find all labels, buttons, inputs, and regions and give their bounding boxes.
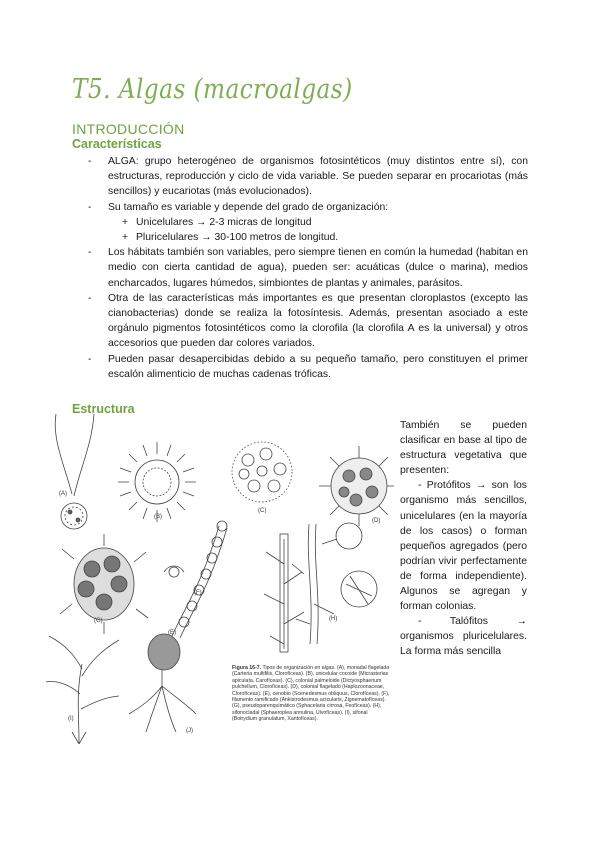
- list-item-text: Otra de las características más importantes es que presentan cloroplastos (excepto las cianobacterias) donde se realiza la fotosíntesis. Además, presentan asociado a este orgánulo pigmentos fotosintéticos como la clorofila (la clorofila A es la universal) y otros accesorios que pueden dar colores variados.: [108, 292, 528, 350]
- illustration-g: [60, 534, 148, 634]
- bullet-list: [88, 154, 528, 382]
- list-item-text: ALGA: grupo heterogéneo de organismos fotosintéticos (muy distintos entre sí), con estructuras, reproducción y ciclo de vida variable. Se pueden separar en procariotas (más sencillos) y eucariotas (más evolucionados).: [108, 156, 528, 198]
- illustration-c: [232, 442, 292, 502]
- side-paragraph: - Talófitos → organismos pluricelulares. La forma más sencilla: [400, 616, 527, 658]
- figure-label-d: (D): [372, 518, 381, 524]
- subsection-heading-estructura: Estructura: [72, 402, 135, 416]
- figure-label-g: (G): [94, 618, 103, 624]
- figure-label-h: (H): [329, 616, 338, 622]
- illustration-h: [292, 523, 377, 644]
- sub-list-item: [88, 230, 528, 245]
- side-text-column: [400, 418, 527, 660]
- bullet-plus: +: [122, 216, 129, 228]
- figure-label-b: (B): [154, 514, 162, 520]
- illustration-d: [319, 446, 394, 526]
- figure-caption-text: Tipos de organización en algas. (A), monadal flagelada (Carteria multifilis, Clorofíceas). (B), unicelular cocoide (Micrasterias apiculata, Carofíceas). (C), colonial palmeloide (Dictyosphaerium pulchellum, Clorofíceas). (D), colonial flagelado (Haplozoonaceae, Clorofíceas). (E), cenobio (Scenedesmus obliquus, Clorofíceas). (F), filamento ramificado (Ankistrodesmus acicularis, Zignematofíceas). (G), pseudoparenquimático (Sphacelaria cirrosa, Feofíceas). (H), sifonocladal (Sphaeroplea annulina, Ulvofíceas). (I), sifonal (Botrydium granulatum, Xantofíceas).: [232, 665, 390, 723]
- sub-list-item-text: Unicelulares → 2-3 micras de longitud: [136, 216, 312, 228]
- list-item: [88, 200, 528, 215]
- subsection-heading-caracteristicas: Características: [72, 137, 162, 151]
- section-heading: INTRODUCCIÓN: [72, 121, 185, 137]
- illustration-b: [118, 442, 196, 522]
- illustration-a: [55, 414, 94, 529]
- figure-caption-number: Figura 16-7.: [232, 665, 262, 671]
- bullet-dash: -: [88, 292, 92, 304]
- list-item-text: Su tamaño es variable y depende del grado de organización:: [108, 201, 389, 213]
- illustration-e: [164, 521, 227, 638]
- bullet-dash: -: [88, 247, 92, 259]
- bullet-dash: -: [88, 201, 92, 213]
- list-item: [88, 352, 528, 382]
- sub-list-item-text: Pluricelulares → 30-100 metros de longitud.: [136, 232, 339, 244]
- figure-label-c: (C): [258, 508, 267, 514]
- figure-label-e: (E): [168, 630, 176, 636]
- figure-label-i: (I): [68, 716, 74, 722]
- figure-label-j: (J): [186, 728, 193, 734]
- list-item: [88, 154, 528, 200]
- sub-list-item: [88, 215, 528, 230]
- side-paragraph: También se pueden clasificar en base al tipo de estructura vegetativa que presenten:: [400, 420, 527, 477]
- bullet-dash: -: [88, 156, 92, 167]
- list-item-text: Los hábitats también son variables, pero siempre tienen en común la humedad (habitan en medio con cierta cantidad de agua), pueden ser: acuáticas (dulce o marina), medios encharcados, lugares húmedos, simbiontes de plantas y animales, parásitos.: [108, 247, 528, 289]
- illustration-i: [46, 636, 119, 744]
- side-paragraph: - Protófitos → son los organismo más sencillos, unicelulares (en la mayoría de los casos) o forman pequeños agregados (pero podrían vivir perfectamente de forma independiente). Algunos se agregan y forman colonias.: [400, 480, 527, 613]
- list-item: [88, 245, 528, 291]
- figure-label-a: (A): [59, 491, 67, 497]
- illustration-f: [264, 534, 304, 652]
- illustration-j: [129, 634, 196, 732]
- bullet-plus: +: [122, 232, 129, 244]
- page-title: T5. Algas (macroalgas): [72, 74, 353, 105]
- bullet-dash: -: [88, 353, 92, 365]
- figure-caption: [232, 665, 392, 723]
- list-item-text: Pueden pasar desapercibidas debido a su pequeño tamaño, pero constituyen el primer escalón alimenticio de muchas cadenas tróficas.: [108, 353, 528, 380]
- figure-label-f: (F): [194, 590, 202, 596]
- list-item: [88, 291, 528, 352]
